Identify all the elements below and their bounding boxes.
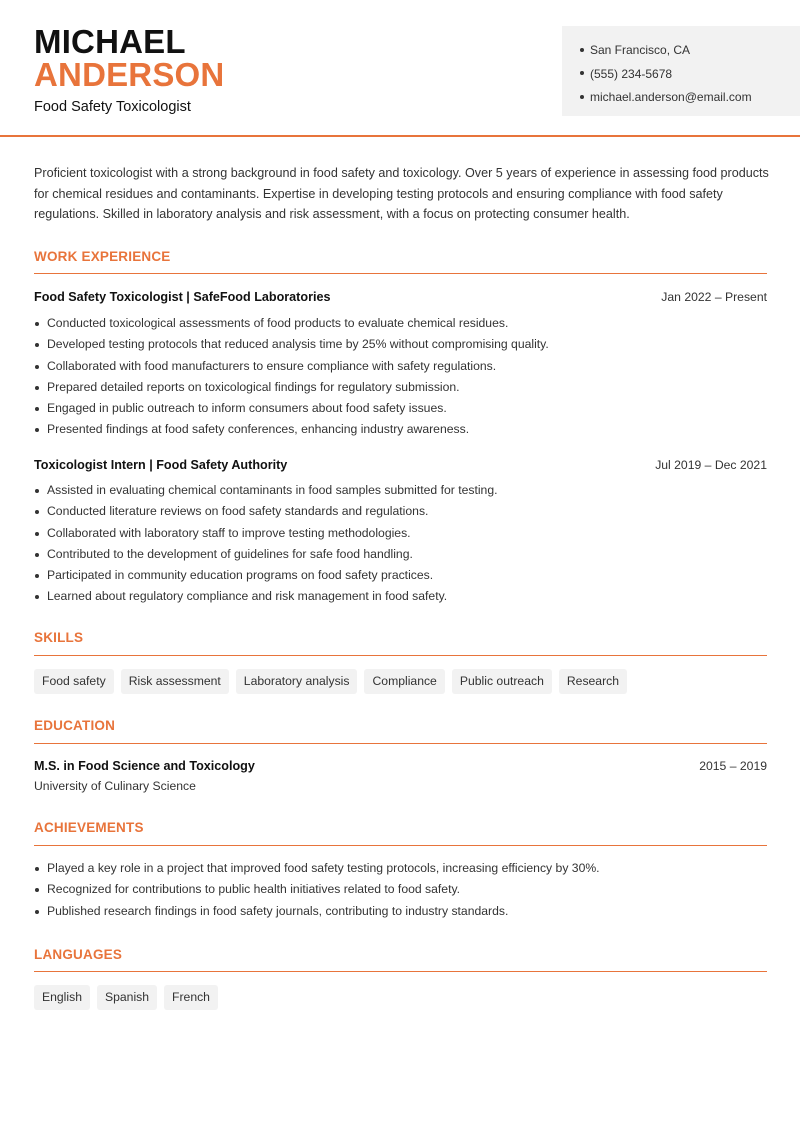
education-school: University of Culinary Science xyxy=(34,779,196,793)
languages-list xyxy=(34,985,218,1010)
section-divider xyxy=(34,971,767,972)
list-item: Learned about regulatory compliance and risk management in food safety. xyxy=(34,586,767,607)
last-name: ANDERSON xyxy=(34,56,225,93)
job-dates: Jan 2022 – Present xyxy=(661,290,767,304)
list-item: Prepared detailed reports on toxicological findings for regulatory submission. xyxy=(34,377,767,398)
language-tag: French xyxy=(164,985,218,1010)
section-title-languages: LANGUAGES xyxy=(34,947,123,962)
list-item: Contributed to the development of guidelines for safe food handling. xyxy=(34,544,767,565)
contact-location: San Francisco, CA xyxy=(580,39,800,63)
education-dates: 2015 – 2019 xyxy=(699,759,767,773)
list-item: Participated in community education programs on food safety practices. xyxy=(34,565,767,586)
skill-tag: Public outreach xyxy=(452,669,552,694)
section-title-work: WORK EXPERIENCE xyxy=(34,249,171,264)
skill-tag: Food safety xyxy=(34,669,114,694)
list-item: Developed testing protocols that reduced analysis time by 25% without compromising quality. xyxy=(34,334,767,355)
list-item: Collaborated with food manufacturers to ensure compliance with safety regulations. xyxy=(34,356,767,377)
bullet-icon xyxy=(580,95,584,99)
bullet-icon xyxy=(580,71,584,75)
section-divider xyxy=(34,655,767,656)
list-item: Collaborated with laboratory staff to improve testing methodologies. xyxy=(34,523,767,544)
skills-list xyxy=(34,669,627,694)
section-title-achievements: ACHIEVEMENTS xyxy=(34,820,144,835)
summary: Proficient toxicologist with a strong background in food safety and toxicology. Over 5 years of experience in assessing food products for chemical residues and contaminants. Expertise in developing testing protocols and ensuring compliance with food safety regulations. Skilled in laboratory analysis and risk assessment, with a focus on protecting consumer health. xyxy=(34,166,769,221)
job-title: Food Safety Toxicologist xyxy=(34,99,191,115)
section-divider xyxy=(34,273,767,274)
contact-box xyxy=(562,26,800,116)
list-item: Played a key role in a project that improved food safety testing protocols, increasing efficiency by 30%. xyxy=(34,858,767,879)
skill-tag: Compliance xyxy=(364,669,444,694)
bullet-icon xyxy=(580,48,584,52)
list-item: Presented findings at food safety conferences, enhancing industry awareness. xyxy=(34,419,767,440)
list-item: Conducted toxicological assessments of food products to evaluate chemical residues. xyxy=(34,313,767,334)
job-header xyxy=(34,290,767,304)
section-divider xyxy=(34,743,767,744)
job-bullets xyxy=(34,480,767,608)
skill-tag: Risk assessment xyxy=(121,669,229,694)
section-title-education: EDUCATION xyxy=(34,718,116,733)
list-item: Published research findings in food safety journals, contributing to industry standards. xyxy=(34,901,767,922)
list-item: Assisted in evaluating chemical contaminants in food samples submitted for testing. xyxy=(34,480,767,501)
first-name: MICHAEL xyxy=(34,23,186,60)
contact-phone: (555) 234-5678 xyxy=(580,63,800,87)
section-title-skills: SKILLS xyxy=(34,630,84,645)
resume-header xyxy=(0,0,800,137)
education-degree: M.S. in Food Science and Toxicology xyxy=(34,759,255,773)
list-item: Recognized for contributions to public health initiatives related to food safety. xyxy=(34,879,767,900)
job-bullets xyxy=(34,313,767,441)
skill-tag: Research xyxy=(559,669,627,694)
job-header xyxy=(34,458,767,472)
section-divider xyxy=(34,845,767,846)
language-tag: English xyxy=(34,985,90,1010)
achievements-list xyxy=(34,858,767,922)
contact-email[interactable]: michael.anderson@email.com xyxy=(580,86,800,110)
language-tag: Spanish xyxy=(97,985,157,1010)
job-dates: Jul 2019 – Dec 2021 xyxy=(655,458,767,472)
job-role: Food Safety Toxicologist | SafeFood Laboratories xyxy=(34,290,331,304)
list-item: Engaged in public outreach to inform consumers about food safety issues. xyxy=(34,398,767,419)
job-role: Toxicologist Intern | Food Safety Authority xyxy=(34,458,288,472)
list-item: Conducted literature reviews on food safety standards and regulations. xyxy=(34,501,767,522)
skill-tag: Laboratory analysis xyxy=(236,669,358,694)
